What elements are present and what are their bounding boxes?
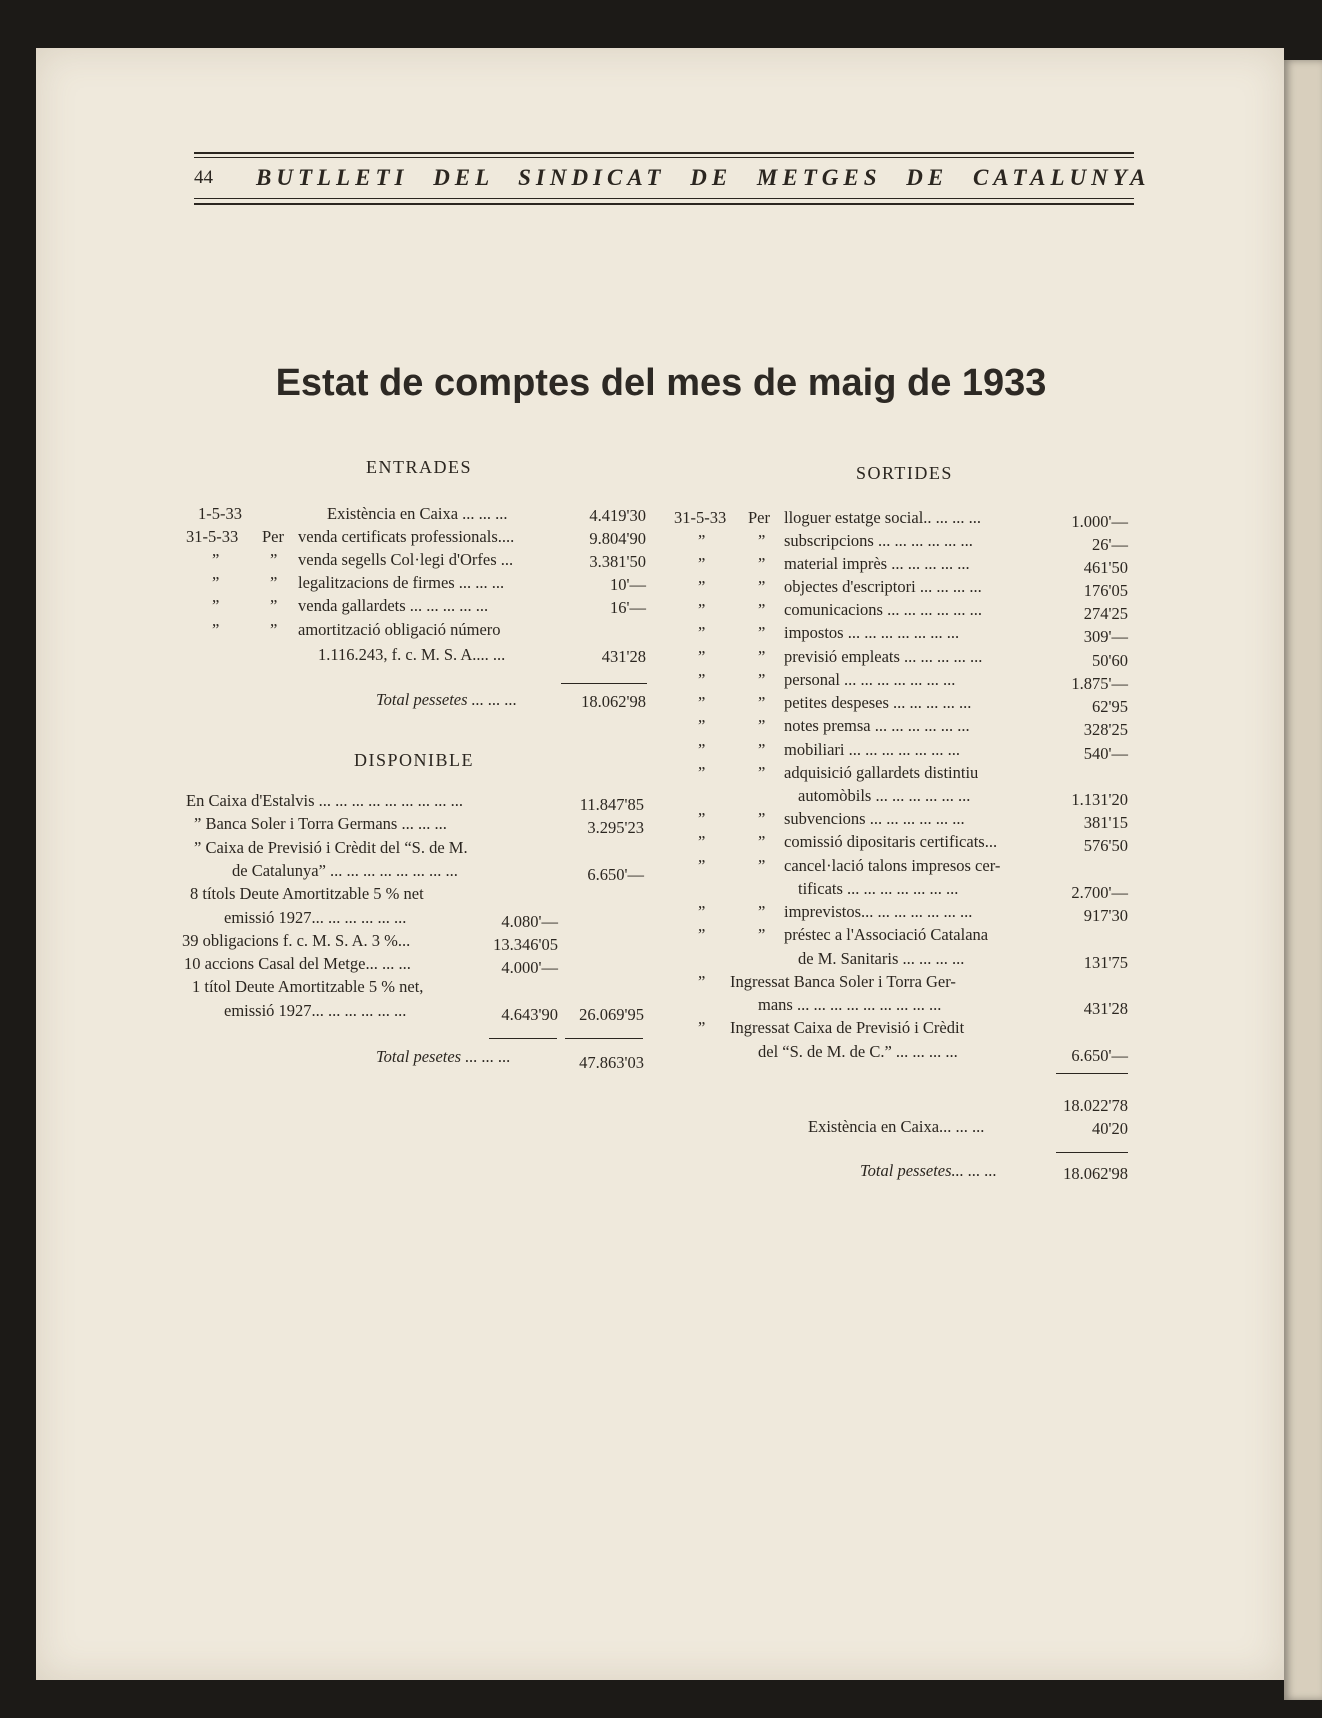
sortides-date: ” [698, 832, 706, 851]
sortides-amount: 461'50 [1083, 558, 1128, 577]
disponible-item-text: ” Banca Soler i Torra Germans ... ... ... [194, 814, 447, 833]
sortides-item-text: comissió dipositaris certificats... [784, 832, 998, 851]
entrades-amount: 9.804'90 [589, 529, 646, 548]
sortides-per: ” [758, 670, 766, 689]
entrades-item-text: Existència en Caixa ... ... ... [327, 504, 508, 523]
sortides-date: ” [698, 554, 706, 573]
sortides-amount: 309'— [1083, 627, 1128, 646]
entrades-date: ” [212, 596, 220, 615]
sortides-date: ” [698, 1018, 706, 1037]
entrades-per: ” [270, 596, 278, 615]
entrades-amount: 16'— [610, 598, 646, 617]
disponible-subamount: 4.080'— [501, 912, 558, 931]
entrades-total-rule [561, 683, 647, 684]
sortides-per: ” [758, 693, 766, 712]
sortides-per: ” [758, 832, 766, 851]
sortides-per: ” [758, 856, 766, 875]
entrades-item-text: venda segells Col·legi d'Orfes ... [298, 550, 514, 569]
sortides-per: ” [758, 577, 766, 596]
sortides-item-text: comunicacions ... ... ... ... ... ... [784, 600, 982, 619]
disponible-item-text: 1 títol Deute Amortitzable 5 % net, [192, 977, 424, 996]
sortides-item-text: imprevistos... ... ... ... ... ... ... [784, 902, 973, 921]
sortides-item-text: personal ... ... ... ... ... ... ... [784, 670, 956, 689]
sortides-date: 31-5-33 [674, 508, 727, 527]
next-page-edge [1284, 60, 1322, 1700]
sortides-date: ” [698, 577, 706, 596]
sortides-amount: 62'95 [1092, 697, 1128, 716]
sortides-amount: 381'15 [1083, 813, 1128, 832]
sortides-amount: 274'25 [1083, 604, 1128, 623]
sortides-item-text: objectes d'escriptori ... ... ... ... [784, 577, 982, 596]
sortides-date: ” [698, 600, 706, 619]
sortides-date: ” [698, 716, 706, 735]
entrades-amount: 431'28 [601, 647, 646, 666]
document-page [36, 48, 1284, 1680]
entrades-date: 1-5-33 [198, 504, 242, 523]
entrades-date: 31-5-33 [186, 527, 239, 546]
sortides-per: ” [758, 763, 766, 782]
sortides-date: ” [698, 809, 706, 828]
journal-title: BUTLLETI DEL SINDICAT DE METGES DE CATALUNYA [256, 165, 1151, 190]
sortides-date: ” [698, 763, 706, 782]
entrades-date: ” [212, 620, 220, 639]
sortides-amount: 131'75 [1083, 953, 1128, 972]
entrades-per: Per [262, 527, 284, 546]
sortides-item-text: impostos ... ... ... ... ... ... ... [784, 623, 960, 642]
disponible-subamount: 13.346'05 [493, 935, 558, 954]
sortides-item-text: tificats ... ... ... ... ... ... ... [798, 879, 959, 898]
disponible-item-text: emissió 1927... ... ... ... ... ... [224, 1001, 407, 1020]
sortides-amount: 26'— [1092, 535, 1128, 554]
sortides-total-label: Total pessetes... ... ... [860, 1161, 997, 1180]
sortides-amount: 2.700'— [1071, 883, 1128, 902]
sortides-item-text: Ingressat Caixa de Previsió i Crèdit [730, 1018, 965, 1037]
disponible-item-text: 39 obligacions f. c. M. S. A. 3 %... [182, 931, 411, 950]
entrades-item-text: amortització obligació número [298, 620, 501, 639]
sortides-date: ” [698, 972, 706, 991]
sortides-item-text: de M. Sanitaris ... ... ... ... [798, 949, 965, 968]
sortides-amount: 431'28 [1083, 999, 1128, 1018]
sortides-per: ” [758, 740, 766, 759]
sortides-total: 18.062'98 [1063, 1164, 1128, 1183]
sortides-subtotal: 18.022'78 [1063, 1096, 1128, 1115]
entrades-per: ” [270, 620, 278, 639]
sortides-per: ” [758, 809, 766, 828]
page-title: Estat de comptes del mes de maig de 1933 [275, 362, 1047, 404]
sortides-heading: SORTIDES [856, 463, 953, 483]
entrades-amount: 3.381'50 [589, 552, 646, 571]
sortides-per: ” [758, 623, 766, 642]
sortides-amount: 50'60 [1092, 651, 1128, 670]
scan-background-top [0, 0, 1322, 48]
sortides-item-text: adquisició gallardets distintiu [784, 763, 979, 782]
sortides-amount: 1.000'— [1071, 512, 1128, 531]
disponible-item-text: 8 títols Deute Amortitzable 5 % net [190, 884, 424, 903]
sortides-per: ” [758, 902, 766, 921]
disponible-total-label: Total pesetes ... ... ... [376, 1047, 511, 1066]
sortides-item-text: cancel·lació talons impresos cer- [784, 856, 1001, 875]
sortides-per: ” [758, 647, 766, 666]
sortides-date: ” [698, 693, 706, 712]
existencia-amount: 40'20 [1092, 1119, 1128, 1138]
entrades-heading: ENTRADES [366, 457, 472, 477]
sortides-per: ” [758, 716, 766, 735]
sortides-date: ” [698, 856, 706, 875]
entrades-total-label: Total pessetes ... ... ... [376, 690, 518, 709]
sortides-date: ” [698, 925, 706, 944]
entrades-item-text: venda certificats professionals.... [298, 527, 515, 546]
sortides-item-text: mobiliari ... ... ... ... ... ... ... [784, 740, 960, 759]
existencia-label: Existència en Caixa... ... ... [808, 1117, 985, 1136]
disponible-heading: DISPONIBLE [354, 750, 475, 770]
disponible-subamount: 4.000'— [501, 958, 558, 977]
sortides-per: ” [758, 531, 766, 550]
sortides-amount: 6.650'— [1071, 1046, 1128, 1065]
disponible-sub-rule [489, 1038, 557, 1039]
sortides-amount: 917'30 [1083, 906, 1128, 925]
entrades-date: ” [212, 573, 220, 592]
sortides-per: ” [758, 925, 766, 944]
sortides-item-text: notes premsa ... ... ... ... ... ... [784, 716, 970, 735]
sortides-date: ” [698, 647, 706, 666]
sortides-item-text: mans ... ... ... ... ... ... ... ... ... [758, 995, 942, 1014]
sortides-date: ” [698, 531, 706, 550]
entrades-amount: 4.419'30 [589, 506, 646, 525]
sortides-date: ” [698, 740, 706, 759]
entrades-amount: 10'— [610, 575, 646, 594]
disponible-subamount: 4.643'90 [501, 1005, 558, 1024]
sortides-item-text: subscripcions ... ... ... ... ... ... [784, 531, 973, 550]
sortides-per: Per [748, 508, 770, 527]
sortides-date: ” [698, 670, 706, 689]
sortides-amount: 176'05 [1083, 581, 1128, 600]
sortides-amount: 1.875'— [1071, 674, 1128, 693]
sortides-item-text: Ingressat Banca Soler i Torra Ger- [730, 972, 956, 991]
entrades-date: ” [212, 550, 220, 569]
sortides-date: ” [698, 623, 706, 642]
disponible-item-text: de Catalunya” ... ... ... ... ... ... ... ... [232, 861, 458, 880]
sortides-item-text: previsió empleats ... ... ... ... ... [784, 647, 983, 666]
page-number: 44 [194, 167, 213, 188]
disponible-amount: 26.069'95 [579, 1005, 644, 1024]
sortides-date: ” [698, 902, 706, 921]
sortides-item-text: lloguer estatge social.. ... ... ... [784, 508, 982, 527]
sortides-per: ” [758, 554, 766, 573]
disponible-total-rule [565, 1038, 643, 1039]
sortides-per: ” [758, 600, 766, 619]
sortides-total-rule [1056, 1152, 1128, 1153]
sortides-subtotal-rule [1056, 1073, 1128, 1074]
entrades-item-text: venda gallardets ... ... ... ... ... [298, 596, 489, 615]
sortides-amount: 540'— [1083, 744, 1128, 763]
sortides-item-text: material imprès ... ... ... ... ... [784, 554, 970, 573]
sortides-item-text: automòbils ... ... ... ... ... ... [798, 786, 971, 805]
sortides-item-text: petites despeses ... ... ... ... ... [784, 693, 972, 712]
disponible-amount: 3.295'23 [587, 818, 644, 837]
disponible-item-text: emissió 1927... ... ... ... ... ... [224, 908, 407, 927]
running-header [194, 165, 1151, 195]
disponible-amount: 11.847'85 [579, 795, 644, 814]
entrades-item-text: legalitzacions de firmes ... ... ... [298, 573, 505, 592]
entrades-total: 18.062'98 [581, 692, 646, 711]
disponible-amount: 6.650'— [587, 865, 644, 884]
entrades-per: ” [270, 573, 278, 592]
disponible-item-text: ” Caixa de Previsió i Crèdit del “S. de M. [194, 838, 468, 857]
sortides-amount: 576'50 [1083, 836, 1128, 855]
disponible-item-text: En Caixa d'Estalvis ... ... ... ... ... ... ... ... ... [186, 791, 464, 810]
entrades-item-text: 1.116.243, f. c. M. S. A.... ... [318, 645, 506, 664]
sortides-amount: 328'25 [1083, 720, 1128, 739]
sortides-item-text: del “S. de M. de C.” ... ... ... ... [758, 1042, 958, 1061]
sortides-item-text: préstec a l'Associació Catalana [784, 925, 989, 944]
entrades-per: ” [270, 550, 278, 569]
disponible-item-text: 10 accions Casal del Metge... ... ... [184, 954, 411, 973]
sortides-item-text: subvencions ... ... ... ... ... ... [784, 809, 965, 828]
disponible-total: 47.863'03 [579, 1053, 644, 1072]
sortides-amount: 1.131'20 [1071, 790, 1128, 809]
